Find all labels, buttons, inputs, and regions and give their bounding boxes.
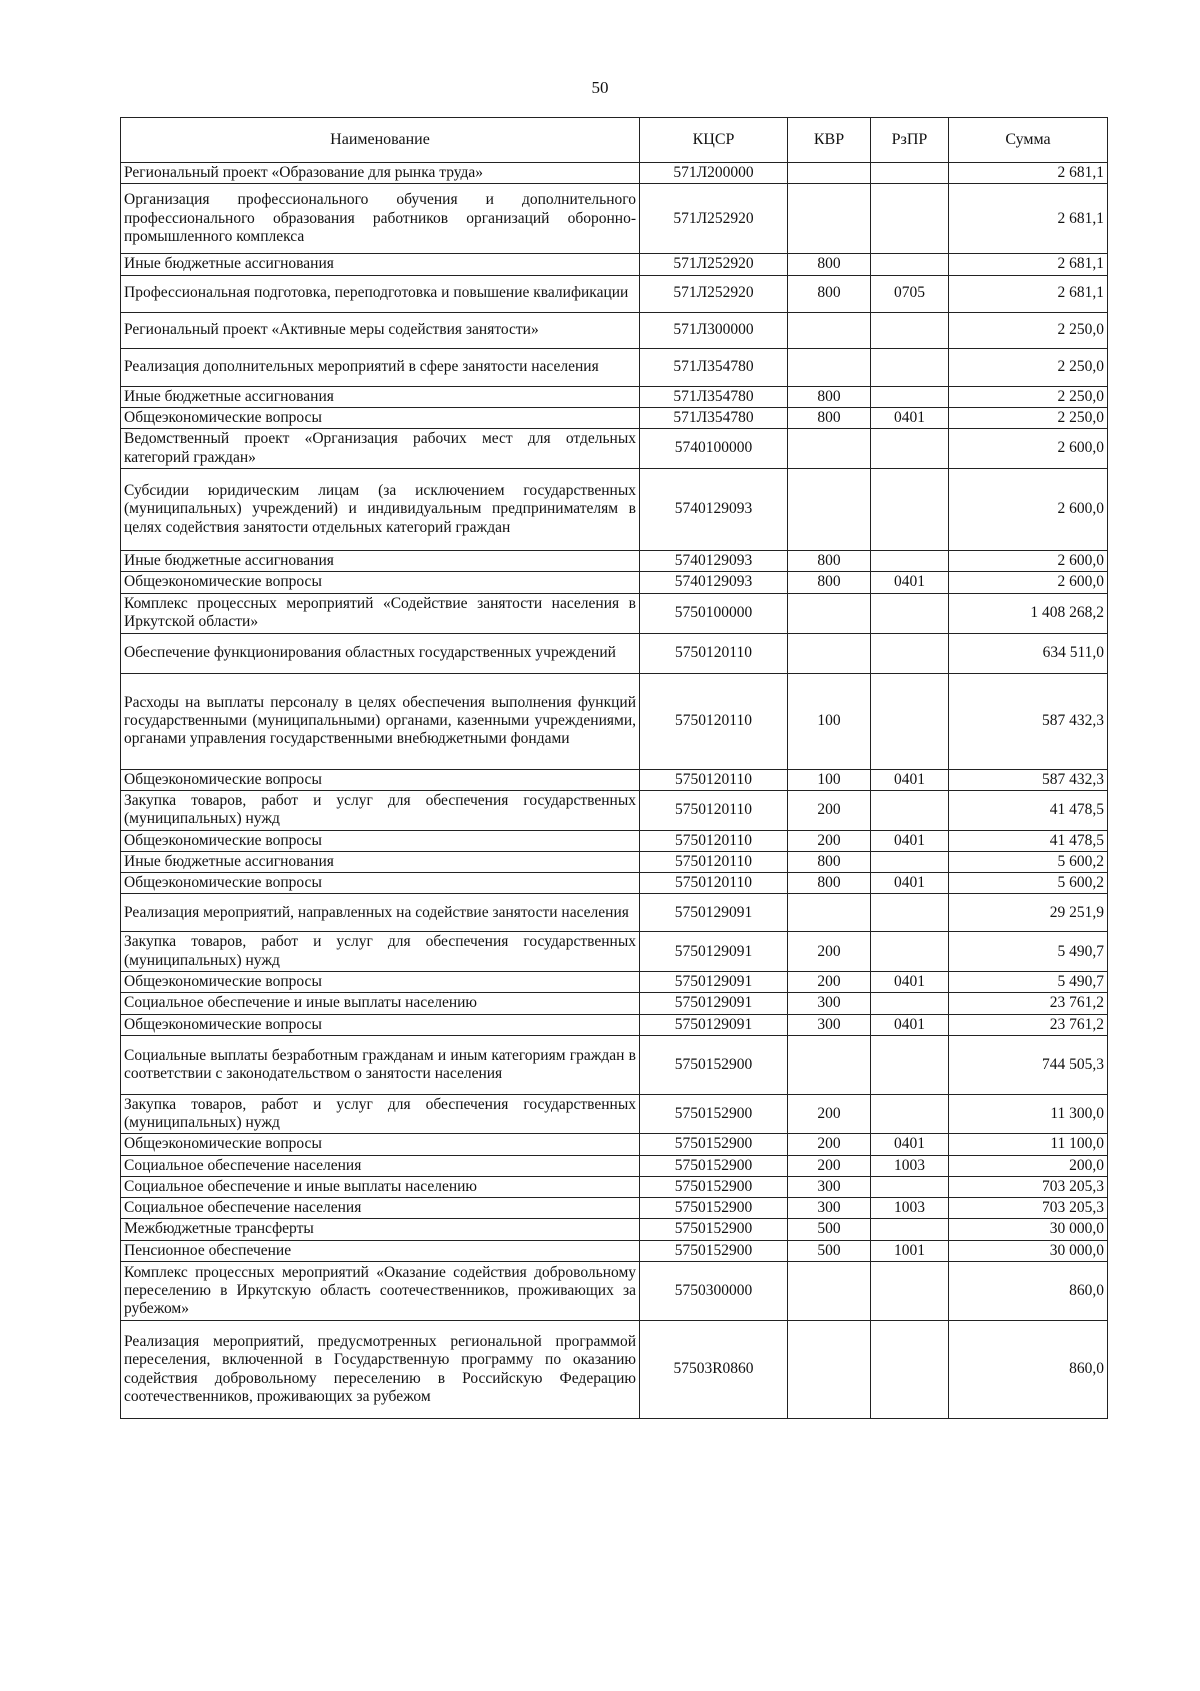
table-row: [121, 830, 1108, 851]
cell-code: 5750152900: [640, 1176, 788, 1197]
table-row: [121, 1198, 1108, 1219]
cell-code: 5750152900: [640, 1198, 788, 1219]
cell-name: Профессиональная подготовка, переподготовка и повышение квалификации: [121, 275, 640, 312]
cell-rzpr: [871, 254, 949, 275]
cell-kvr: [788, 312, 871, 348]
cell-kvr: 500: [788, 1240, 871, 1261]
cell-rzpr: 0705: [871, 275, 949, 312]
cell-sum: 2 681,1: [949, 254, 1108, 275]
cell-code: 5750152900: [640, 1094, 788, 1134]
cell-sum: 860,0: [949, 1321, 1108, 1419]
cell-code: 5750129091: [640, 971, 788, 992]
cell-sum: 2 600,0: [949, 572, 1108, 593]
table-row: [121, 1262, 1108, 1321]
cell-rzpr: [871, 932, 949, 972]
cell-sum: 2 681,1: [949, 184, 1108, 254]
cell-name: Социальное обеспечение населения: [121, 1155, 640, 1176]
cell-code: 5750120110: [640, 769, 788, 790]
cell-name: Общеэкономические вопросы: [121, 1014, 640, 1035]
cell-sum: 11 300,0: [949, 1094, 1108, 1134]
cell-code: 5750129091: [640, 932, 788, 972]
cell-sum: 2 250,0: [949, 312, 1108, 348]
cell-rzpr: 0401: [871, 572, 949, 593]
cell-rzpr: [871, 184, 949, 254]
cell-code: 571Л354780: [640, 348, 788, 386]
column-header-rzpr: РзПР: [871, 118, 949, 163]
table-row: [121, 1321, 1108, 1419]
cell-sum: 744 505,3: [949, 1035, 1108, 1094]
cell-code: 571Л200000: [640, 163, 788, 184]
table-body: [121, 163, 1108, 1419]
cell-kvr: [788, 348, 871, 386]
cell-sum: 5 600,2: [949, 873, 1108, 894]
cell-sum: 2 600,0: [949, 429, 1108, 469]
cell-code: 5750152900: [640, 1219, 788, 1240]
column-header-kvr: КВР: [788, 118, 871, 163]
table-row: [121, 275, 1108, 312]
cell-rzpr: [871, 551, 949, 572]
cell-code: 5750152900: [640, 1134, 788, 1155]
cell-name: Закупка товаров, работ и услуг для обеспечения государственных (муниципальных) нужд: [121, 1094, 640, 1134]
cell-code: 5750120110: [640, 673, 788, 769]
cell-code: 5750152900: [640, 1155, 788, 1176]
cell-name: Социальное обеспечение и иные выплаты населению: [121, 993, 640, 1014]
cell-name: Комплекс процессных мероприятий «Содействие занятости населения в Иркутской области»: [121, 593, 640, 633]
cell-code: 571Л354780: [640, 386, 788, 407]
cell-kvr: 200: [788, 1134, 871, 1155]
cell-rzpr: 0401: [871, 873, 949, 894]
table-row: [121, 971, 1108, 992]
cell-rzpr: [871, 1262, 949, 1321]
cell-rzpr: [871, 163, 949, 184]
cell-kvr: 200: [788, 932, 871, 972]
table-row: [121, 469, 1108, 551]
cell-name: Общеэкономические вопросы: [121, 830, 640, 851]
table-row: [121, 633, 1108, 673]
cell-sum: 703 205,3: [949, 1176, 1108, 1197]
cell-kvr: 100: [788, 769, 871, 790]
cell-code: 5740100000: [640, 429, 788, 469]
cell-sum: 5 600,2: [949, 851, 1108, 872]
cell-sum: 30 000,0: [949, 1240, 1108, 1261]
cell-kvr: 200: [788, 971, 871, 992]
cell-sum: 30 000,0: [949, 1219, 1108, 1240]
cell-name: Региональный проект «Образование для рынка труда»: [121, 163, 640, 184]
cell-rzpr: 1003: [871, 1198, 949, 1219]
cell-rzpr: 0401: [871, 769, 949, 790]
cell-rzpr: [871, 1219, 949, 1240]
table-row: [121, 1240, 1108, 1261]
cell-kvr: 800: [788, 572, 871, 593]
cell-code: 571Л300000: [640, 312, 788, 348]
cell-rzpr: [871, 429, 949, 469]
cell-rzpr: [871, 1321, 949, 1419]
cell-rzpr: 0401: [871, 1134, 949, 1155]
page-number: 50: [591, 78, 609, 97]
column-header-sum: Сумма: [949, 118, 1108, 163]
table-row: [121, 407, 1108, 428]
cell-rzpr: 0401: [871, 971, 949, 992]
cell-kvr: 200: [788, 1155, 871, 1176]
cell-rzpr: [871, 851, 949, 872]
cell-rzpr: 0401: [871, 830, 949, 851]
cell-rzpr: [871, 993, 949, 1014]
cell-sum: 5 490,7: [949, 932, 1108, 972]
cell-sum: 587 432,3: [949, 673, 1108, 769]
cell-code: 571Л252920: [640, 254, 788, 275]
cell-name: Расходы на выплаты персоналу в целях обеспечения выполнения функций государственными (муниципальными) органами, казенными учреждениями, органами управления государственными внебюджетными фондами: [121, 673, 640, 769]
table-row: [121, 1219, 1108, 1240]
cell-kvr: [788, 184, 871, 254]
cell-kvr: [788, 1035, 871, 1094]
cell-rzpr: [871, 1094, 949, 1134]
cell-kvr: [788, 1262, 871, 1321]
cell-rzpr: [871, 633, 949, 673]
cell-name: Организация профессионального обучения и дополнительного профессионального образования работников организаций оборонно-промышленного комплекса: [121, 184, 640, 254]
cell-sum: 23 761,2: [949, 993, 1108, 1014]
cell-sum: 634 511,0: [949, 633, 1108, 673]
column-header-code: КЦСР: [640, 118, 788, 163]
cell-sum: 2 681,1: [949, 275, 1108, 312]
cell-code: 5750129091: [640, 993, 788, 1014]
cell-kvr: 500: [788, 1219, 871, 1240]
cell-name: Социальное обеспечение населения: [121, 1198, 640, 1219]
cell-code: 5750129091: [640, 894, 788, 932]
cell-sum: 587 432,3: [949, 769, 1108, 790]
cell-name: Межбюджетные трансферты: [121, 1219, 640, 1240]
cell-sum: 860,0: [949, 1262, 1108, 1321]
cell-sum: 29 251,9: [949, 894, 1108, 932]
table-row: [121, 163, 1108, 184]
cell-rzpr: [871, 386, 949, 407]
cell-name: Общеэкономические вопросы: [121, 572, 640, 593]
cell-kvr: 200: [788, 830, 871, 851]
cell-kvr: [788, 894, 871, 932]
cell-code: 5750120110: [640, 633, 788, 673]
cell-sum: 703 205,3: [949, 1198, 1108, 1219]
cell-kvr: [788, 429, 871, 469]
cell-sum: 2 250,0: [949, 348, 1108, 386]
cell-kvr: 800: [788, 275, 871, 312]
cell-rzpr: 1003: [871, 1155, 949, 1176]
table-row: [121, 993, 1108, 1014]
cell-code: 5740129093: [640, 572, 788, 593]
table-row: [121, 1155, 1108, 1176]
cell-name: Иные бюджетные ассигнования: [121, 851, 640, 872]
cell-sum: 2 600,0: [949, 469, 1108, 551]
cell-kvr: [788, 593, 871, 633]
cell-name: Общеэкономические вопросы: [121, 971, 640, 992]
cell-kvr: 800: [788, 254, 871, 275]
cell-code: 571Л252920: [640, 275, 788, 312]
cell-name: Закупка товаров, работ и услуг для обеспечения государственных (муниципальных) нужд: [121, 790, 640, 830]
table-row: [121, 551, 1108, 572]
cell-sum: 41 478,5: [949, 790, 1108, 830]
cell-rzpr: 0401: [871, 1014, 949, 1035]
cell-sum: 2 250,0: [949, 407, 1108, 428]
cell-name: Общеэкономические вопросы: [121, 1134, 640, 1155]
cell-name: Иные бюджетные ассигнования: [121, 254, 640, 275]
budget-table: [120, 117, 1108, 1419]
table-row: [121, 312, 1108, 348]
table-row: [121, 429, 1108, 469]
cell-code: 5750120110: [640, 790, 788, 830]
cell-code: 5740129093: [640, 551, 788, 572]
cell-name: Комплекс процессных мероприятий «Оказание содействия добровольному переселению в Иркутскую область соотечественников, проживающих за рубежом»: [121, 1262, 640, 1321]
table-header-row: [121, 118, 1108, 163]
cell-rzpr: [871, 894, 949, 932]
cell-name: Общеэкономические вопросы: [121, 769, 640, 790]
cell-code: 5750152900: [640, 1240, 788, 1261]
cell-kvr: 200: [788, 790, 871, 830]
cell-rzpr: 0401: [871, 407, 949, 428]
cell-rzpr: [871, 1176, 949, 1197]
table-row: [121, 1035, 1108, 1094]
cell-sum: 200,0: [949, 1155, 1108, 1176]
table-row: [121, 1134, 1108, 1155]
cell-kvr: 300: [788, 993, 871, 1014]
cell-name: Субсидии юридическим лицам (за исключением государственных (муниципальных) учреждений) и индивидуальным предпринимателям в целях содействия занятости отдельных категорий граждан: [121, 469, 640, 551]
cell-kvr: 200: [788, 1094, 871, 1134]
cell-rzpr: [871, 469, 949, 551]
cell-name: Общеэкономические вопросы: [121, 873, 640, 894]
cell-name: Обеспечение функционирования областных государственных учреждений: [121, 633, 640, 673]
cell-kvr: 300: [788, 1198, 871, 1219]
cell-rzpr: [871, 348, 949, 386]
table-row: [121, 851, 1108, 872]
cell-kvr: 800: [788, 551, 871, 572]
table-row: [121, 572, 1108, 593]
cell-kvr: 800: [788, 873, 871, 894]
table-row: [121, 1014, 1108, 1035]
cell-name: Региональный проект «Активные меры содействия занятости»: [121, 312, 640, 348]
cell-rzpr: [871, 593, 949, 633]
cell-kvr: 800: [788, 407, 871, 428]
cell-sum: 23 761,2: [949, 1014, 1108, 1035]
cell-code: 5750129091: [640, 1014, 788, 1035]
cell-sum: 2 250,0: [949, 386, 1108, 407]
cell-name: Иные бюджетные ассигнования: [121, 551, 640, 572]
table-row: [121, 348, 1108, 386]
table-row: [121, 593, 1108, 633]
cell-sum: 11 100,0: [949, 1134, 1108, 1155]
table-row: [121, 184, 1108, 254]
cell-code: 5750152900: [640, 1035, 788, 1094]
cell-kvr: [788, 1321, 871, 1419]
cell-kvr: 100: [788, 673, 871, 769]
cell-name: Реализация дополнительных мероприятий в сфере занятости населения: [121, 348, 640, 386]
cell-name: Закупка товаров, работ и услуг для обеспечения государственных (муниципальных) нужд: [121, 932, 640, 972]
cell-name: Социальные выплаты безработным гражданам и иным категориям граждан в соответствии с законодательством о занятости населения: [121, 1035, 640, 1094]
table-row: [121, 790, 1108, 830]
table-row: [121, 873, 1108, 894]
cell-sum: 5 490,7: [949, 971, 1108, 992]
table-row: [121, 254, 1108, 275]
cell-kvr: 300: [788, 1014, 871, 1035]
cell-name: Реализация мероприятий, направленных на содействие занятости населения: [121, 894, 640, 932]
table-row: [121, 769, 1108, 790]
column-header-name: Наименование: [121, 118, 640, 163]
cell-code: 5750120110: [640, 830, 788, 851]
cell-kvr: 800: [788, 386, 871, 407]
cell-kvr: [788, 633, 871, 673]
table-row: [121, 1176, 1108, 1197]
cell-name: Ведомственный проект «Организация рабочих мест для отдельных категорий граждан»: [121, 429, 640, 469]
cell-name: Реализация мероприятий, предусмотренных региональной программой переселения, включенной в Государственную программу по оказанию содействия добровольному переселению в Российскую Федерацию соотечественников, проживающих за рубежом: [121, 1321, 640, 1419]
table-row: [121, 673, 1108, 769]
cell-code: 5750120110: [640, 873, 788, 894]
cell-rzpr: [871, 790, 949, 830]
cell-code: 571Л354780: [640, 407, 788, 428]
cell-kvr: [788, 163, 871, 184]
cell-code: 57503R0860: [640, 1321, 788, 1419]
cell-kvr: [788, 469, 871, 551]
cell-code: 5750100000: [640, 593, 788, 633]
table-row: [121, 1094, 1108, 1134]
cell-rzpr: [871, 1035, 949, 1094]
cell-code: 5750120110: [640, 851, 788, 872]
cell-sum: 1 408 268,2: [949, 593, 1108, 633]
cell-code: 5750300000: [640, 1262, 788, 1321]
cell-kvr: 300: [788, 1176, 871, 1197]
table-row: [121, 894, 1108, 932]
cell-code: 5740129093: [640, 469, 788, 551]
cell-name: Иные бюджетные ассигнования: [121, 386, 640, 407]
cell-code: 571Л252920: [640, 184, 788, 254]
cell-rzpr: [871, 673, 949, 769]
cell-sum: 2 600,0: [949, 551, 1108, 572]
cell-name: Пенсионное обеспечение: [121, 1240, 640, 1261]
cell-rzpr: [871, 312, 949, 348]
cell-sum: 41 478,5: [949, 830, 1108, 851]
cell-rzpr: 1001: [871, 1240, 949, 1261]
cell-sum: 2 681,1: [949, 163, 1108, 184]
cell-kvr: 800: [788, 851, 871, 872]
table-row: [121, 932, 1108, 972]
cell-name: Общеэкономические вопросы: [121, 407, 640, 428]
cell-name: Социальное обеспечение и иные выплаты населению: [121, 1176, 640, 1197]
table-row: [121, 386, 1108, 407]
